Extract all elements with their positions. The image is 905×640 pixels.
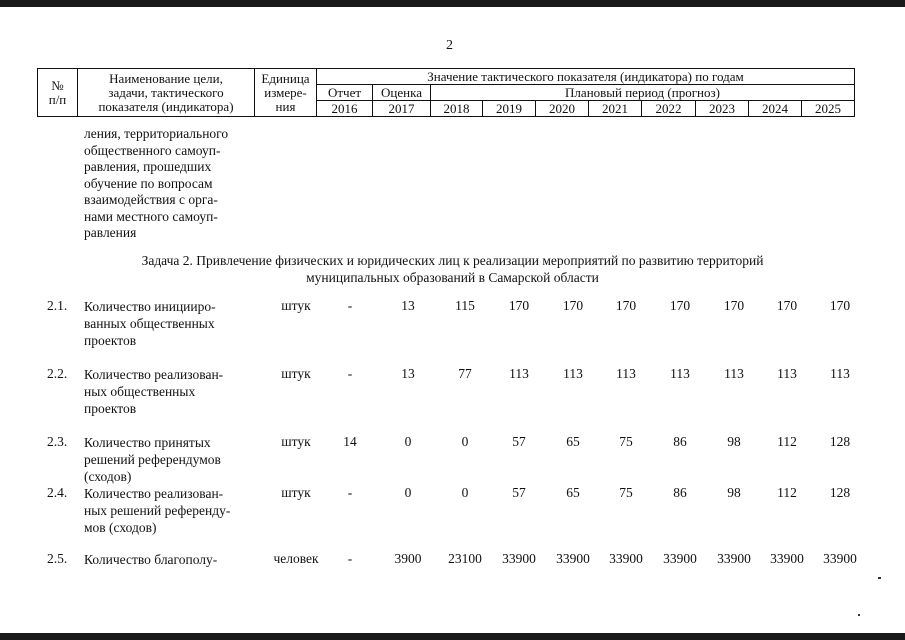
row-value: - xyxy=(347,485,353,500)
header-year: 2023 xyxy=(696,101,749,117)
row-indicator-name: Количество иницииро- ванных общественных проектов xyxy=(84,299,216,348)
row-number: 2.5. xyxy=(47,551,68,566)
header-name: Наименование цели, задачи, тактического показателя (индикатора) xyxy=(78,69,255,117)
row-value: 113 xyxy=(509,366,529,381)
row-value: 13 xyxy=(401,298,415,313)
row-value: 0 xyxy=(404,485,412,500)
row-value: 14 xyxy=(343,434,357,449)
row-value: 77 xyxy=(458,366,472,381)
row-value: 98 xyxy=(727,485,741,500)
header-year: 2016 xyxy=(317,101,373,117)
row-number: 2.2. xyxy=(47,366,68,381)
header-year: 2022 xyxy=(642,101,696,117)
row-unit: штук xyxy=(281,298,311,313)
row-unit: человек xyxy=(273,551,319,566)
row-value: 128 xyxy=(829,485,851,500)
scan-mark xyxy=(858,614,860,616)
task-heading: Задача 2. Привлечение физических и юридических лиц к реализации мероприятий по развитию территорий муниципальных образований в Самарской области xyxy=(141,253,764,285)
row-value: 0 xyxy=(461,485,469,500)
row-value: 57 xyxy=(512,434,526,449)
header-year: 2017 xyxy=(373,101,431,117)
row-value: 170 xyxy=(615,298,637,313)
row-indicator-name: Количество реализован- ных решений референду- мов (сходов) xyxy=(84,486,231,535)
scan-mark xyxy=(878,577,881,579)
row-value: 128 xyxy=(829,434,851,449)
row-value: 115 xyxy=(455,298,475,313)
header-year: 2019 xyxy=(483,101,536,117)
row-value: 113 xyxy=(563,366,583,381)
header-year: 2020 xyxy=(536,101,589,117)
header-values-title: Значение тактического показателя (индикатора) по годам xyxy=(317,69,855,85)
top-border xyxy=(0,0,905,7)
row-value: 170 xyxy=(723,298,745,313)
row-number: 2.1. xyxy=(47,298,68,313)
header-num: № п/п xyxy=(38,69,78,117)
row-value: 75 xyxy=(619,485,633,500)
row-value: - xyxy=(347,551,353,566)
row-value: 0 xyxy=(461,434,469,449)
row-value: 0 xyxy=(404,434,412,449)
table-header xyxy=(37,68,855,117)
row-indicator-name: Количество реализован- ных общественных проектов xyxy=(84,367,224,416)
row-unit: штук xyxy=(281,366,311,381)
page-number: 2 xyxy=(446,38,453,53)
row-value: 3900 xyxy=(394,551,422,566)
row-value: 113 xyxy=(777,366,797,381)
row-value: 170 xyxy=(562,298,584,313)
row-value: 113 xyxy=(830,366,850,381)
row-value: 33900 xyxy=(502,551,536,566)
row-value: 33900 xyxy=(663,551,697,566)
row-indicator-name: Количество принятых решений референдумов (сходов) xyxy=(84,435,221,484)
row-value: 75 xyxy=(619,434,633,449)
row-value: - xyxy=(347,366,353,381)
row-value: 113 xyxy=(670,366,690,381)
row-value: 86 xyxy=(673,485,687,500)
row-value: 33900 xyxy=(823,551,857,566)
row-unit: штук xyxy=(281,434,311,449)
header-unit: Единица измере- ния xyxy=(255,69,317,117)
row-value: 112 xyxy=(777,485,797,500)
header-report: Отчет xyxy=(317,85,373,101)
row-value: 57 xyxy=(512,485,526,500)
row-value: 170 xyxy=(776,298,798,313)
continued-indicator-name: ления, территориального общественного самоуп- равления, прошедших обучение по вопросам взаимодействия с орга- нами местного самоуп- равления xyxy=(84,126,229,240)
row-number: 2.4. xyxy=(47,485,68,500)
row-value: 112 xyxy=(777,434,797,449)
row-value: 113 xyxy=(724,366,744,381)
header-year: 2025 xyxy=(802,101,855,117)
header-year: 2018 xyxy=(431,101,483,117)
header-year: 2024 xyxy=(749,101,802,117)
row-value: 33900 xyxy=(717,551,751,566)
row-value: 65 xyxy=(566,434,580,449)
row-number: 2.3. xyxy=(47,434,68,449)
row-value: 65 xyxy=(566,485,580,500)
row-unit: штук xyxy=(281,485,311,500)
header-estimate: Оценка xyxy=(373,85,431,101)
row-value: 170 xyxy=(829,298,851,313)
header-year: 2021 xyxy=(589,101,642,117)
row-value: 170 xyxy=(508,298,530,313)
row-value: 113 xyxy=(616,366,636,381)
bottom-border xyxy=(0,633,905,640)
row-indicator-name: Количество благополу- xyxy=(84,552,218,567)
row-value: 86 xyxy=(673,434,687,449)
header-plan: Плановый период (прогноз) xyxy=(431,85,855,101)
row-value: 33900 xyxy=(609,551,643,566)
row-value: 98 xyxy=(727,434,741,449)
row-value: 13 xyxy=(401,366,415,381)
row-value: 23100 xyxy=(448,551,482,566)
row-value: 33900 xyxy=(770,551,804,566)
row-value: - xyxy=(347,298,353,313)
row-value: 33900 xyxy=(556,551,590,566)
row-value: 170 xyxy=(669,298,691,313)
